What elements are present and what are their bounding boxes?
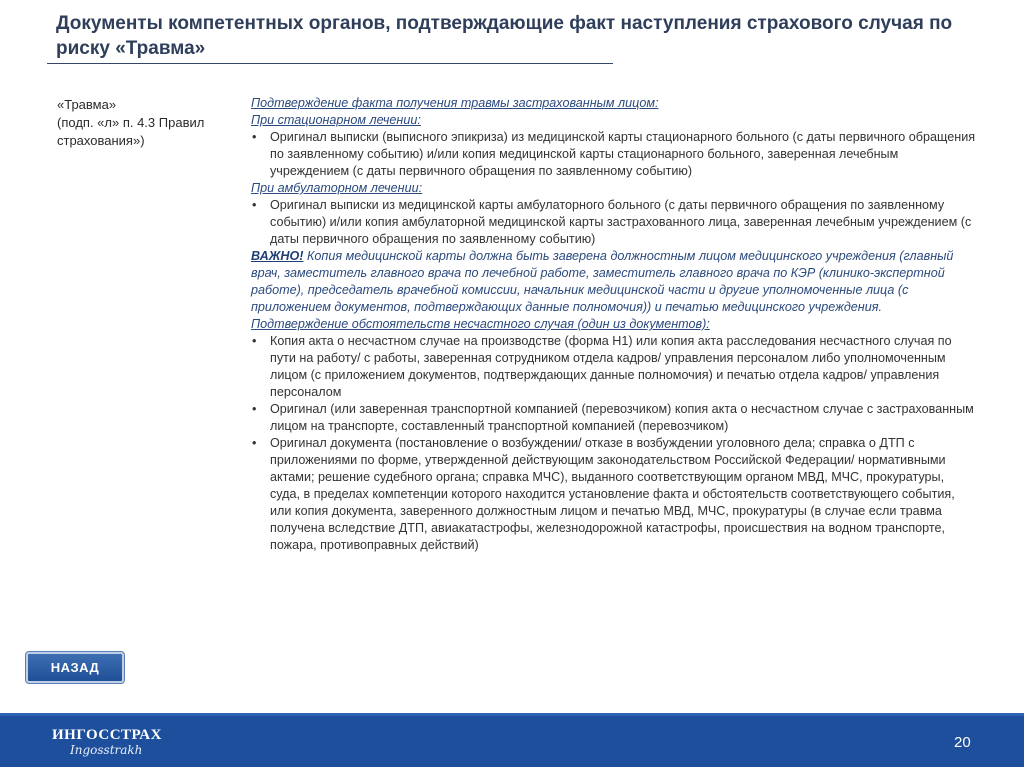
page-title: Документы компетентных органов, подтверждающие факт наступления страхового случая по риску «Травма» (56, 13, 953, 59)
circumstances-heading: Подтверждение обстоятельств несчастного случая (один из документов): (251, 317, 710, 331)
important-note (251, 248, 976, 316)
logo-wordmark: ИНГОССТРАХ (52, 727, 162, 743)
bullet-icon: • (252, 198, 257, 212)
documents-content (251, 95, 976, 554)
bullet-icon: • (252, 436, 257, 450)
risk-label-block (57, 96, 242, 150)
title-divider (47, 63, 613, 64)
confirm-injury-heading: Подтверждение факта получения травмы застрахованным лицом: (251, 96, 659, 110)
logo-script: Ingosstrakh (70, 743, 143, 757)
important-label: ВАЖНО! (251, 249, 304, 263)
risk-reference-line2: страхования») (57, 133, 145, 148)
risk-name: «Травма» (57, 97, 117, 112)
list-item: • Оригинал документа (постановление о возбуждении/ отказе в возбуждении уголовного дела; справка о ДТП с приложениями по форме, утвержденной действующим законодательством Российской Федерации/ нормативными актами; решение судебного органа; справка МЧС), выданного соответствующим органом МВД, МЧС, прокуратуры, суда, в пределах компетенции которого находится установление факта и обстоятельств соответствующего события, или копия документа, заверенного должностным лицом и печатью МВД, МЧС, прокуратуры (в случае если травма получена вследствие ДТП, авиакатастрофы, железнодорожной катастрофы, происшествия на водном транспорте, пожара, противоправных действий) (252, 436, 955, 552)
list-item: • Оригинал выписки из медицинской карты амбулаторного больного (с даты первичного обращения по заявленному событию) и/или копия амбулаторной медицинской карты застрахованного лица, заверенная лечебным учреждением (с даты первичного обращения по заявленному событию) (252, 198, 972, 246)
back-button[interactable]: НАЗАД (26, 652, 124, 683)
list-item: • Оригинал выписки (выписного эпикриза) из медицинской карты стационарного больного (с даты первичного обращения по заявленному событию) и/или копия медицинской карты стационарного больного, заверенная лечебным учреждением (с даты первичного обращения по заявленному событию) (252, 130, 976, 178)
bullet-icon: • (252, 402, 257, 416)
page-number: 20 (954, 734, 971, 751)
ingosstrakh-logo (52, 727, 172, 761)
risk-reference-line1: (подп. «л» п. 4.3 Правил (57, 115, 205, 130)
inpatient-heading: При стационарном лечении: (251, 113, 421, 127)
important-text: Копия медицинской карты должна быть заверена должностным лицом медицинского учреждения (главный врач, заместитель главного врача по лечебной работе, заместитель главного врача по КЭР (клинико-экспертной работе), председатель врачебной комиссии, начальник медицинской части и другие уполномоченные лица (с приложением документов, подтверждающих данные полномочия)) и печатью медицинского учреждения. (251, 249, 954, 314)
bullet-icon: • (252, 334, 257, 348)
outpatient-heading: При амбулаторном лечении: (251, 181, 423, 195)
list-item: • Копия акта о несчастном случае на производстве (форма Н1) или копия акта расследования несчастного случая по пути на работу/ с работы, заверенная сотрудником отдела кадров/ управления персоналом либо уполномоченным лицом (с приложением документов, подтверждающих данные полномочия) и печатью отдела кадров/ управления персоналом (252, 334, 952, 399)
list-item: • Оригинал (или заверенная транспортной компанией (перевозчиком) копия акта о несчастном случае с застрахованным лицом на транспорте, составленный транспортной компанией (перевозчиком) (252, 402, 974, 433)
bullet-icon: • (252, 130, 257, 144)
